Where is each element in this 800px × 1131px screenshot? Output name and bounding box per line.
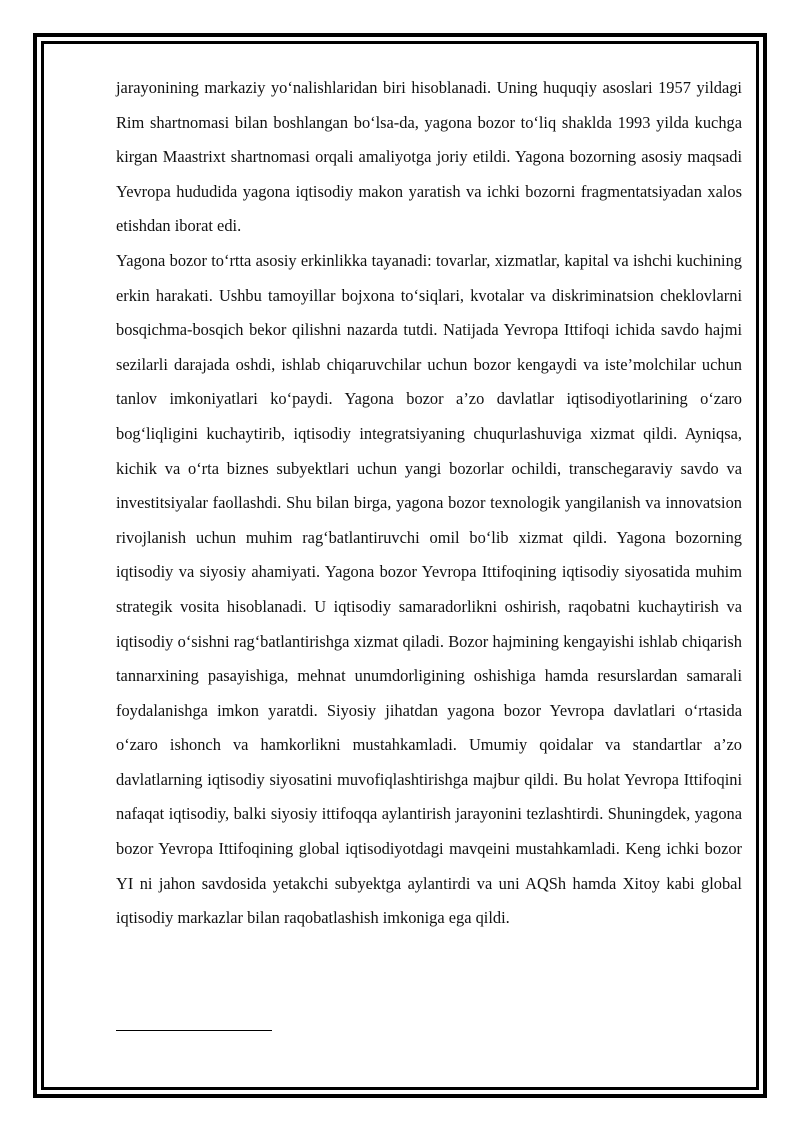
footnote-separator <box>116 1030 272 1031</box>
paragraph: Yagona bozor to‘rtta asosiy erkinlikka tayanadi: tovarlar, xizmatlar, kapital va ishchi kuchining erkin harakati. Ushbu tamoyillar bojxona to‘siqlari, kvotalar va diskriminatsion cheklovlarni bosqichma-bosqich bekor qilishni nazarda tutdi. Natijada Yevropa Ittifoqi ichida savdo hajmi sezilarli darajada oshdi, ishlab chiqaruvchilar uchun bozor kengaydi va iste’molchilar uchun tanlov imkoniyatlari ko‘paydi. Yagona bozor a’zo davlatlar iqtisodiyotlarining o‘zaro bog‘liqligini kuchaytirib, iqtisodiy integratsiyaning chuqurlashuviga xizmat qildi. Ayniqsa, kichik va o‘rta biznes subyektlari uchun yangi bozorlar ochildi, transchegaraviy savdo va investitsiyalar faollashdi. Shu bilan birga, yagona bozor texnologik yangilanish va innovatsion rivojlanish uchun muhim rag‘batlantiruvchi omil bo‘lib xizmat qildi. Yagona bozorning iqtisodiy va siyosiy ahamiyati. Yagona bozor Yevropa Ittifoqining iqtisodiy siyosatida muhim strategik vosita hisoblanadi. U iqtisodiy samaradorlikni oshirish, raqobatni kuchaytirish va iqtisodiy o‘sishni rag‘batlantirishga xizmat qiladi. Bozor hajmining kengayishi ishlab chiqarish tannarxining pasayishiga, mehnat unumdorligining oshishiga hamda resurslardan samarali foydalanishga imkon yaratdi. Siyosiy jihatdan yagona bozor Yevropa davlatlari o‘rtasida o‘zaro ishonch va hamkorlikni mustahkamladi. Umumiy qoidalar va standartlar a’zo davlatlarning iqtisodiy siyosatini muvofiqlashtirishga majbur qildi. Bu holat Yevropa Ittifoqini nafaqat iqtisodiy, balki siyosiy ittifoqqa aylantirish jarayonini tezlashtirdi. Shuningdek, yagona bozor Yevropa Ittifoqining global iqtisodiyotdagi mavqeini mustahkamladi. Keng ichki bozor YI ni jahon savdosida yetakchi subyektga aylantirdi va uni AQSh hamda Xitoy kabi global iqtisodiy markazlar bilan raqobatlashish imkoniga ega qildi. <box>116 250 742 928</box>
document-body <box>116 71 742 936</box>
paragraph: jarayonining markaziy yo‘nalishlaridan biri hisoblanadi. Uning huquqiy asoslari 1957 yildagi Rim shartnomasi bilan boshlangan bo‘lsa-da, yagona bozor to‘liq shaklda 1993 yilda kuchga kirgan Maastrixt shartnomasi orqali amaliyotga joriy etildi. Yagona bozorning asosiy maqsadi Yevropa hududida yagona iqtisodiy makon yaratish va ichki bozorni fragmentatsiyadan xalos etishdan iborat edi. <box>116 78 742 236</box>
